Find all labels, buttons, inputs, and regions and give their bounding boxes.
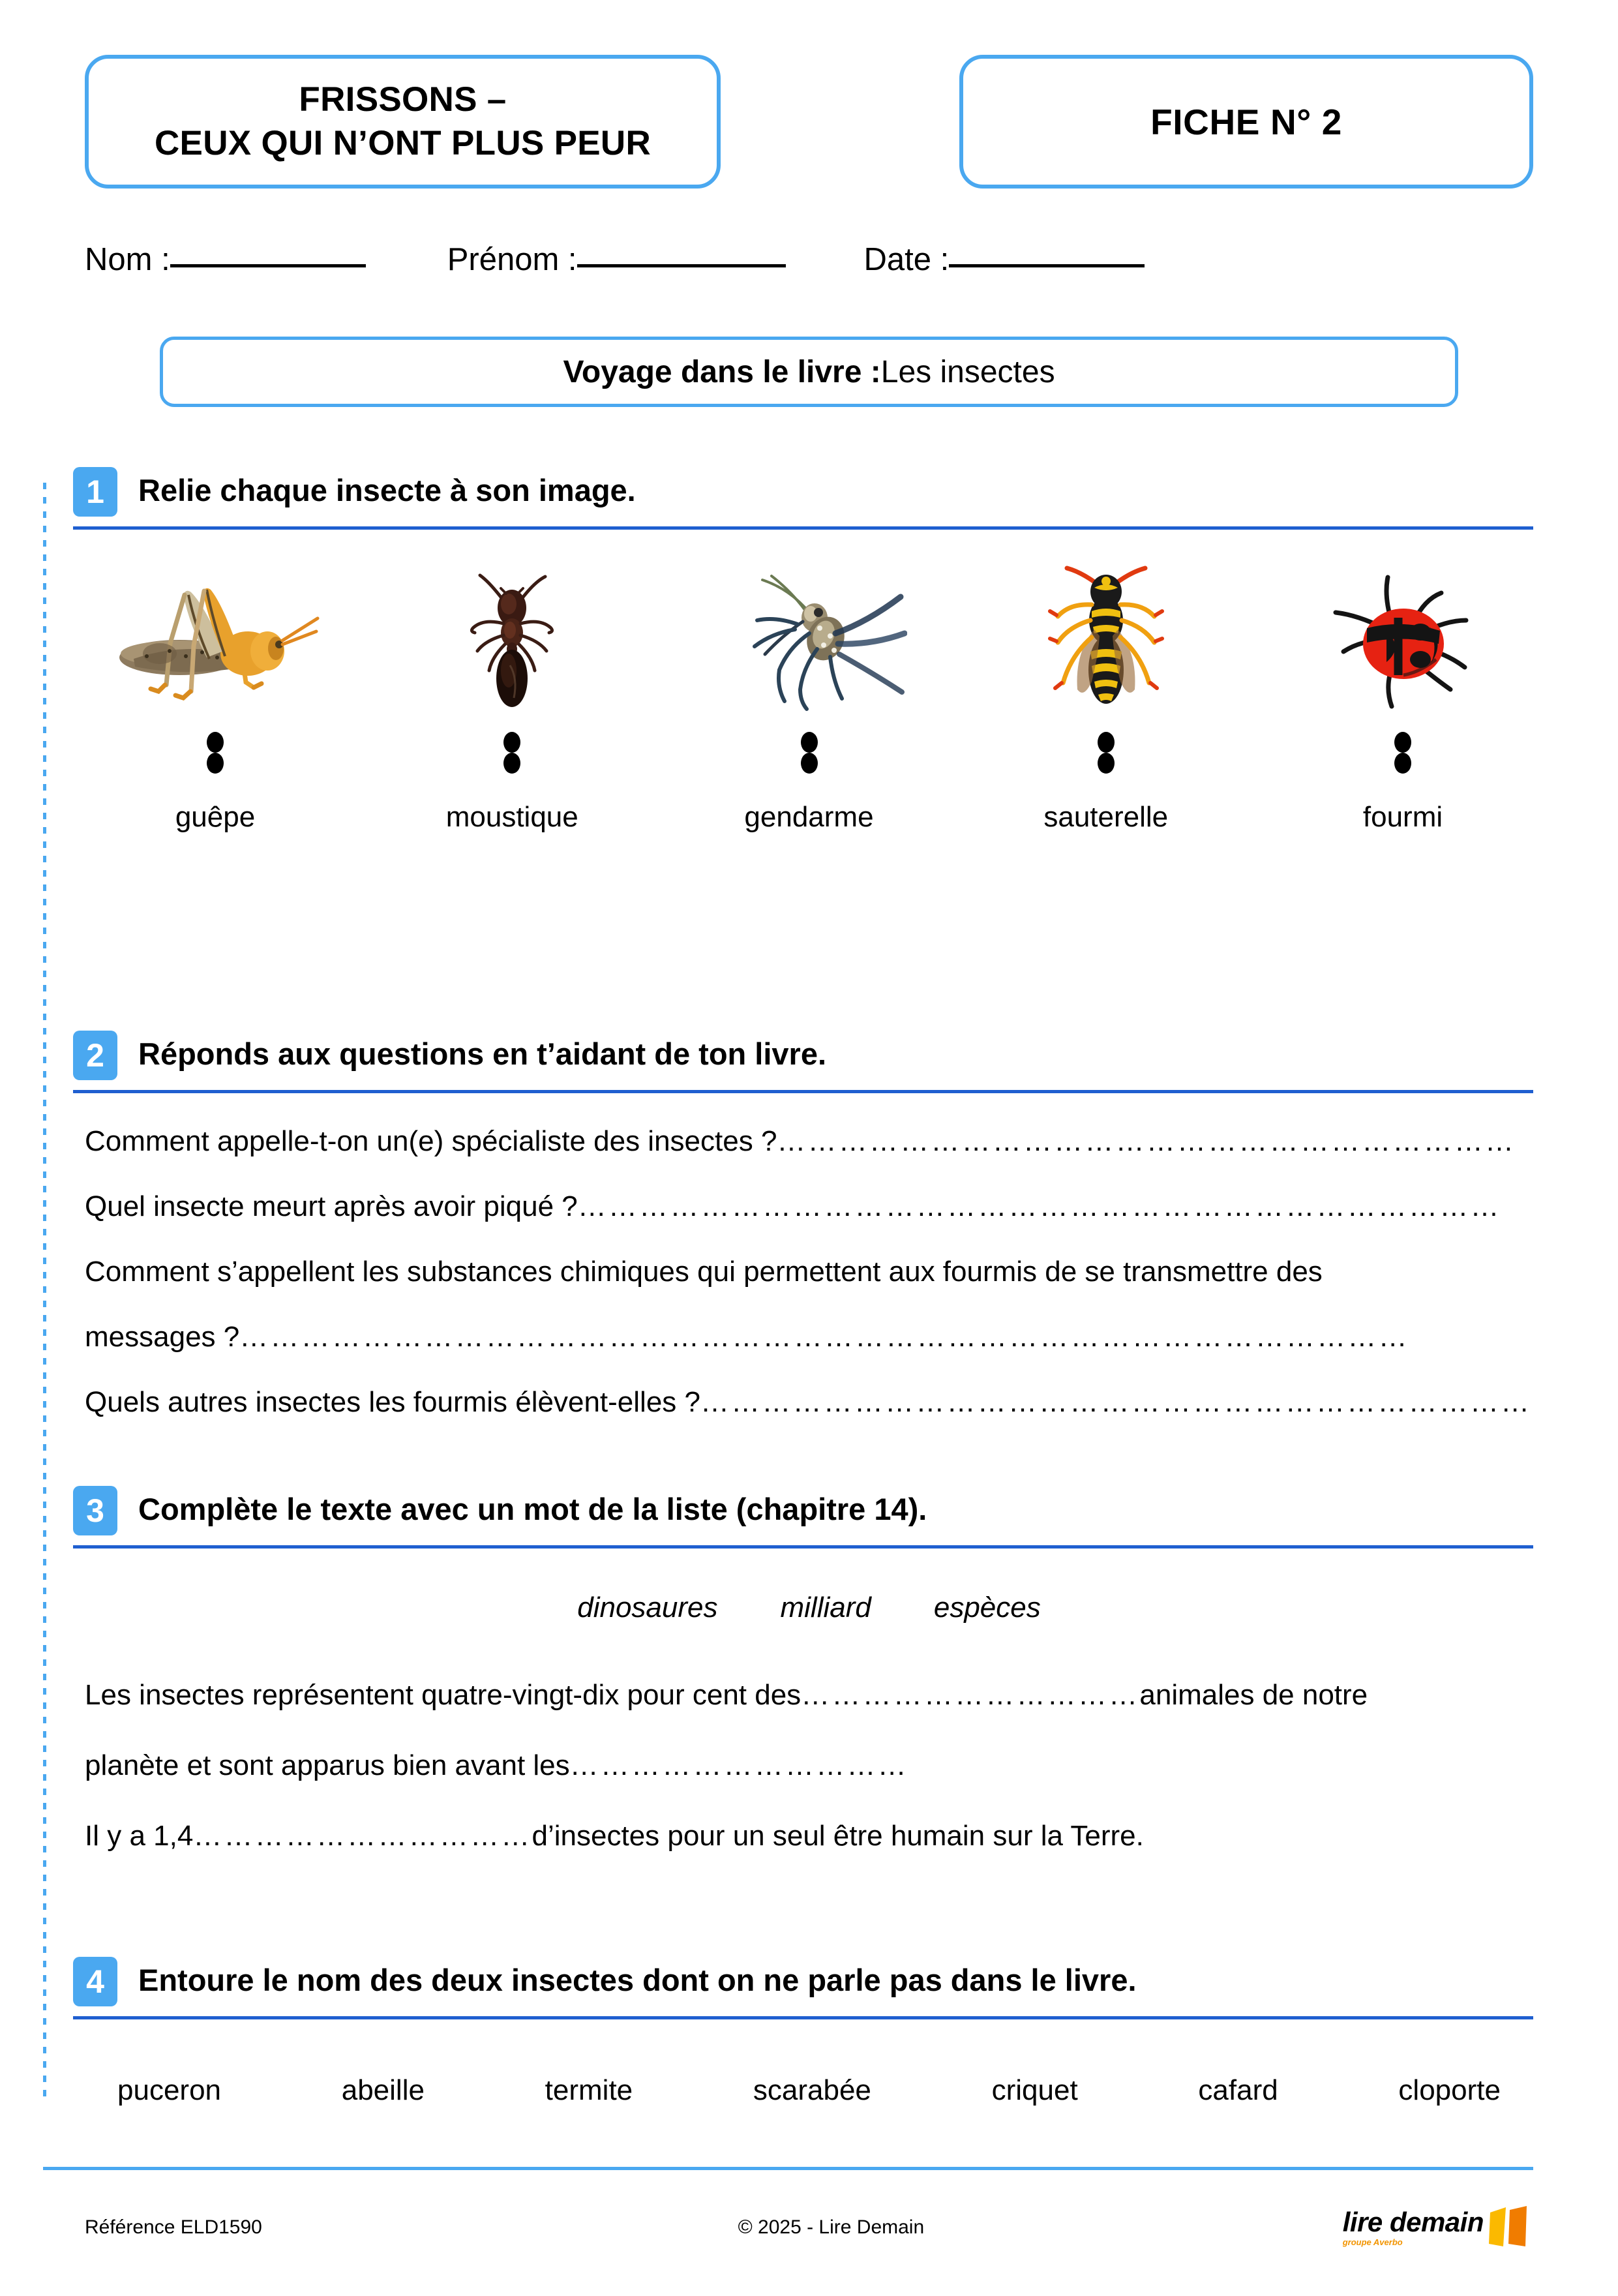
circle-word-list [117, 2074, 1501, 2107]
exercise-1-title: Relie chaque insecte à son image. [138, 473, 636, 507]
publisher-logo [1343, 2206, 1533, 2249]
matching-column-2 [382, 561, 642, 834]
publisher-logo-subtext: groupe Averbo [1342, 2237, 1403, 2247]
exercise-3-rule [73, 1545, 1533, 1548]
cloze-line-1-a: Les insectes représentent quatre-vingt-dix pour cent des [85, 1679, 802, 1711]
question-row-4 [85, 1305, 1533, 1370]
open-book-icon [1486, 2206, 1533, 2249]
word-bank-item[interactable]: espèces [933, 1592, 1041, 1624]
matching-exercise [85, 561, 1533, 991]
circle-word-item[interactable]: termite [545, 2074, 633, 2106]
match-dot-bottom-5[interactable] [1394, 753, 1411, 774]
nom-group [85, 241, 366, 278]
book-title-line2: CEUX QUI N’ONT PLUS PEUR [154, 123, 652, 162]
topic-banner-prefix: Voyage dans le livre : [563, 354, 881, 389]
matching-column-4 [976, 561, 1236, 834]
date-label: Date : [863, 242, 950, 277]
cloze-line-1 [85, 1660, 1533, 1730]
circle-word-item[interactable]: scarabée [753, 2074, 871, 2106]
exercise-2-header [73, 1031, 1533, 1093]
exercise-4-rule [73, 2016, 1533, 2019]
word-bank-item[interactable]: milliard [780, 1592, 871, 1624]
cloze-line-2-a: planète et sont apparus bien avant les [85, 1749, 570, 1781]
cloze-line-3-a: Il y a 1,4 [85, 1820, 194, 1852]
firebug-image [1272, 561, 1533, 724]
question-text-4: messages ? [85, 1321, 240, 1353]
topic-banner-subject: Les insectes [880, 354, 1055, 389]
match-dot-bottom-4[interactable] [1098, 753, 1115, 774]
exercise-4-number: 4 [73, 1957, 117, 2006]
prenom-input-rule[interactable] [577, 264, 786, 267]
match-dot-bottom-1[interactable] [207, 753, 224, 774]
publisher-logo-text: lire demain [1342, 2206, 1484, 2237]
question-text-1: Comment appelle-t-on un(e) spécialiste des insectes ? [85, 1125, 777, 1157]
wasp-image [976, 561, 1236, 724]
answer-dots-5[interactable]: ……………………………………………………………………… [700, 1386, 1532, 1418]
answer-dots-2[interactable]: ……………………………………………………………………………… [577, 1190, 1501, 1222]
question-row-5 [85, 1370, 1533, 1435]
cloze-line-3 [85, 1801, 1533, 1871]
footer-divider [43, 2167, 1533, 2170]
exercise-3-header [73, 1486, 1533, 1548]
question-row-2 [85, 1174, 1533, 1239]
match-word-2: moustique [445, 801, 578, 833]
cloze-blank-2[interactable]: …………………………… [569, 1749, 908, 1781]
grasshopper-image [85, 561, 346, 724]
question-text-3: Comment s’appellent les substances chimiques qui permettent aux fourmis de se transmettre des [85, 1256, 1323, 1288]
decorative-left-rail [43, 483, 46, 2100]
date-input-rule[interactable] [949, 264, 1145, 267]
exercise-1-header [73, 467, 1533, 530]
question-text-5: Quels autres insectes les fourmis élèvent-elles ? [85, 1386, 700, 1418]
matching-column-3 [679, 561, 940, 834]
book-title [155, 78, 651, 165]
nom-label: Nom : [85, 242, 170, 277]
footer-copyright: © 2025 - Lire Demain [738, 2216, 925, 2238]
match-dot-top-4[interactable] [1098, 732, 1115, 753]
cloze-line-2 [85, 1730, 1533, 1801]
date-group [864, 241, 1145, 278]
question-row-3 [85, 1239, 1533, 1305]
match-dot-bottom-3[interactable] [801, 753, 818, 774]
question-text-2: Quel insecte meurt après avoir piqué ? [85, 1190, 578, 1222]
cloze-line-1-b: animales de notre [1139, 1679, 1368, 1711]
cloze-line-3-b: d’insectes pour un seul être humain sur la Terre. [532, 1820, 1144, 1852]
match-dot-bottom-2[interactable] [503, 753, 520, 774]
prenom-label: Prénom : [447, 242, 577, 277]
cloze-text [85, 1660, 1533, 1871]
footer-reference: Référence ELD1590 [85, 2216, 262, 2238]
book-title-box [85, 55, 721, 189]
exercise-2-rule [73, 1090, 1533, 1093]
matching-columns [85, 561, 1533, 991]
question-row-1 [85, 1109, 1533, 1174]
circle-word-item[interactable]: puceron [117, 2074, 222, 2106]
match-dot-top-3[interactable] [801, 732, 818, 753]
circle-word-item[interactable]: criquet [991, 2074, 1078, 2106]
match-dot-top-1[interactable] [207, 732, 224, 753]
page-footer [85, 2198, 1533, 2257]
circle-word-item[interactable]: abeille [341, 2074, 425, 2106]
exercise-4-header [73, 1957, 1533, 2019]
match-word-4: sauterelle [1043, 801, 1169, 833]
sheet-number-label: FICHE N° 2 [1150, 101, 1342, 142]
cloze-blank-3[interactable]: …………………………… [193, 1820, 532, 1852]
answer-dots-1[interactable]: ……………………………………………………………… [777, 1125, 1516, 1157]
prenom-group [447, 241, 786, 278]
match-dot-top-5[interactable] [1394, 732, 1411, 753]
exercise-3-number: 3 [73, 1486, 117, 1535]
answer-dots-4[interactable]: …………………………………………………………………………………………………… [239, 1321, 1409, 1353]
cloze-blank-1[interactable]: …………………………… [801, 1679, 1140, 1711]
exercise-1-rule [73, 526, 1533, 530]
matching-column-5 [1272, 561, 1533, 834]
exercise-2-title: Réponds aux questions en t’aidant de ton livre. [138, 1036, 827, 1071]
match-dot-top-2[interactable] [503, 732, 520, 753]
topic-banner [160, 337, 1458, 407]
circle-word-item[interactable]: cafard [1198, 2074, 1278, 2106]
circle-word-item[interactable]: cloporte [1398, 2074, 1501, 2106]
word-bank-item[interactable]: dinosaures [577, 1592, 718, 1624]
exercise-4-title: Entoure le nom des deux insectes dont on ne parle pas dans le livre. [138, 1963, 1137, 1997]
matching-column-1 [85, 561, 346, 834]
ant-image [382, 561, 642, 724]
exercise-1-number: 1 [73, 467, 117, 517]
cloze-word-bank [85, 1592, 1533, 1624]
nom-input-rule[interactable] [170, 264, 366, 267]
questions-block [85, 1109, 1533, 1435]
match-word-1: guêpe [175, 801, 256, 833]
mosquito-image [679, 561, 940, 724]
identity-row [85, 241, 1533, 287]
sheet-number-box [959, 55, 1533, 189]
match-word-5: fourmi [1362, 801, 1443, 833]
book-title-line1: FRISSONS – [299, 80, 507, 119]
page-header [85, 55, 1533, 192]
exercise-2-number: 2 [73, 1031, 117, 1080]
exercise-3-title: Complète le texte avec un mot de la liste (chapitre 14). [138, 1492, 927, 1526]
match-word-3: gendarme [744, 801, 874, 833]
